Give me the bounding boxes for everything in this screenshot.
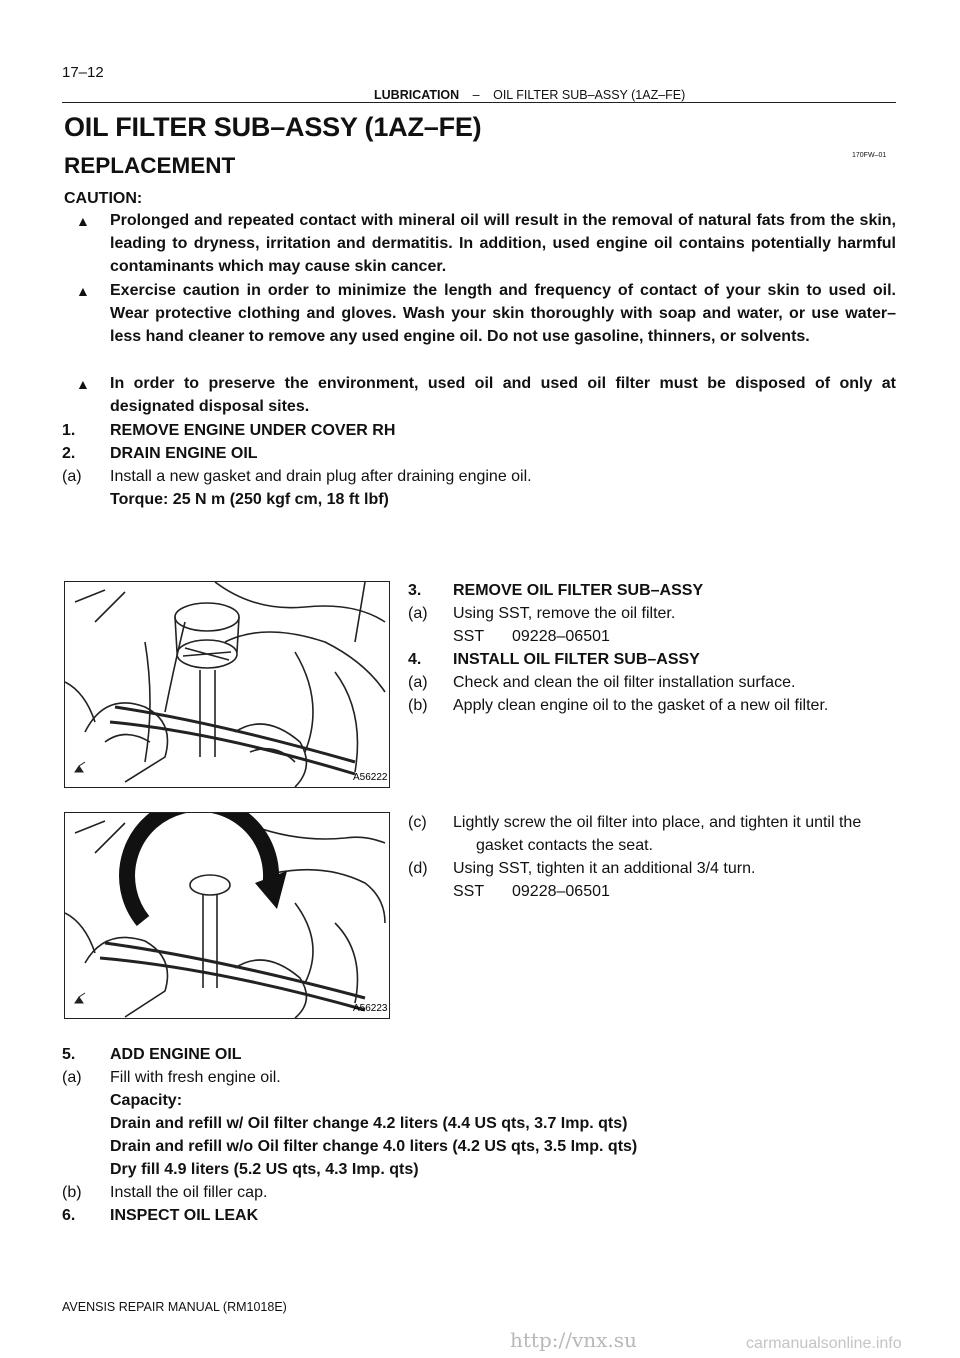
step-text: REMOVE ENGINE UNDER COVER RH (110, 422, 396, 439)
footer-manual-id: AVENSIS REPAIR MANUAL (RM1018E) (62, 1300, 287, 1314)
header-rule (62, 102, 896, 103)
capacity-value: Drain and refill w/o Oil filter change 4.0 liters (4.2 US qts, 3.5 Imp. qts) (110, 1138, 638, 1155)
sst-label: SST (453, 883, 485, 900)
caution-item-1: Prolonged and repeated contact with mineral oil will result in the removal of natural fats from the skin, leading to dryness, irritation and dermatitis. In addition, used engine oil contains potentially harmful contaminants which may cause skin cancer. (110, 212, 896, 276)
page-number: 17–12 (62, 64, 104, 81)
oil-filter-tightening-illustration (65, 813, 389, 1018)
step-number: 5. (62, 1046, 76, 1063)
running-header-section: LUBRICATION (374, 88, 460, 102)
substep-number: (a) (62, 1069, 82, 1086)
substep-text: Apply clean engine oil to the gasket of a new oil filter. (453, 697, 829, 714)
substep-number: (b) (62, 1184, 82, 1201)
arrow-mark-icon (75, 993, 85, 1003)
step-number: 4. (408, 651, 422, 668)
step-text: DRAIN ENGINE OIL (110, 445, 258, 462)
running-header-separator: – (472, 88, 480, 102)
sst-label: SST (453, 628, 485, 645)
figure-code-1: A56222 (353, 772, 388, 783)
caution-item-3: In order to preserve the environment, used oil and used oil filter must be disposed of only at designated disposal sites. (110, 375, 896, 416)
figure-tighten-oil-filter (64, 812, 390, 1019)
step-text: ADD ENGINE OIL (110, 1046, 242, 1063)
substep-text: Lightly screw the oil filter into place, and tighten it until the (453, 814, 862, 831)
capacity-value: Dry fill 4.9 liters (5.2 US qts, 4.3 Imp. qts) (110, 1161, 419, 1178)
substep-number: (a) (62, 468, 82, 485)
capacity-value: Drain and refill w/ Oil filter change 4.2 liters (4.4 US qts, 3.7 Imp. qts) (110, 1115, 628, 1132)
substep-number: (c) (408, 814, 427, 831)
figure-remove-oil-filter (64, 581, 390, 788)
step-number: 3. (408, 582, 422, 599)
step-text: INSPECT OIL LEAK (110, 1207, 259, 1224)
substep-text: Check and clean the oil filter installation surface. (453, 674, 796, 691)
step-number: 6. (62, 1207, 76, 1224)
substep-number: (d) (408, 860, 428, 877)
substep-number: (a) (408, 605, 428, 622)
watermark-site: carmanualsonline.info (746, 1335, 902, 1352)
step-number: 1. (62, 422, 76, 439)
page-subtitle: REPLACEMENT (64, 153, 236, 178)
sst-value: 09228–06501 (512, 883, 610, 900)
step-text: INSTALL OIL FILTER SUB–ASSY (453, 651, 700, 668)
running-header (374, 88, 685, 102)
warning-triangle-icon: ▲ (76, 376, 90, 392)
substep-number: (b) (408, 697, 428, 714)
running-header-subject: OIL FILTER SUB–ASSY (1AZ–FE) (493, 88, 686, 102)
substep-text: Fill with fresh engine oil. (110, 1069, 281, 1086)
arrow-mark-icon (75, 762, 85, 772)
rotation-arc (127, 813, 271, 921)
step-number: 2. (62, 445, 76, 462)
caution-item-2: Exercise caution in order to minimize the length and frequency of contact of your skin to used oil. Wear protective clothing and gloves. Wash your skin thoroughly with soap and water, or use water–less hand cleaner to remove any used engine oil. Do not use gasoline, thinners, or solvents. (110, 282, 896, 346)
substep-number: (a) (408, 674, 428, 691)
capacity-label: Capacity: (110, 1092, 183, 1109)
substep-text: Using SST, remove the oil filter. (453, 605, 676, 622)
substep-text: Install a new gasket and drain plug after draining engine oil. (110, 468, 532, 485)
substep-text: Using SST, tighten it an additional 3/4 turn. (453, 860, 756, 877)
sst-value: 09228–06501 (512, 628, 610, 645)
substep-text-continued: gasket contacts the seat. (476, 837, 653, 854)
figure-code-2: A56223 (353, 1003, 388, 1014)
step-text: REMOVE OIL FILTER SUB–ASSY (453, 582, 704, 599)
doc-id: 170FW–01 (852, 152, 887, 159)
page-title: OIL FILTER SUB–ASSY (1AZ–FE) (64, 112, 482, 142)
watermark-link[interactable]: http://vnx.su (510, 1328, 637, 1352)
torque-spec: Torque: 25 N m (250 kgf cm, 18 ft lbf) (110, 491, 389, 508)
warning-triangle-icon: ▲ (76, 213, 90, 229)
substep-text: Install the oil filler cap. (110, 1184, 268, 1201)
caution-label: CAUTION: (64, 190, 143, 207)
oil-filter-removal-illustration (65, 582, 389, 787)
warning-triangle-icon: ▲ (76, 283, 90, 299)
